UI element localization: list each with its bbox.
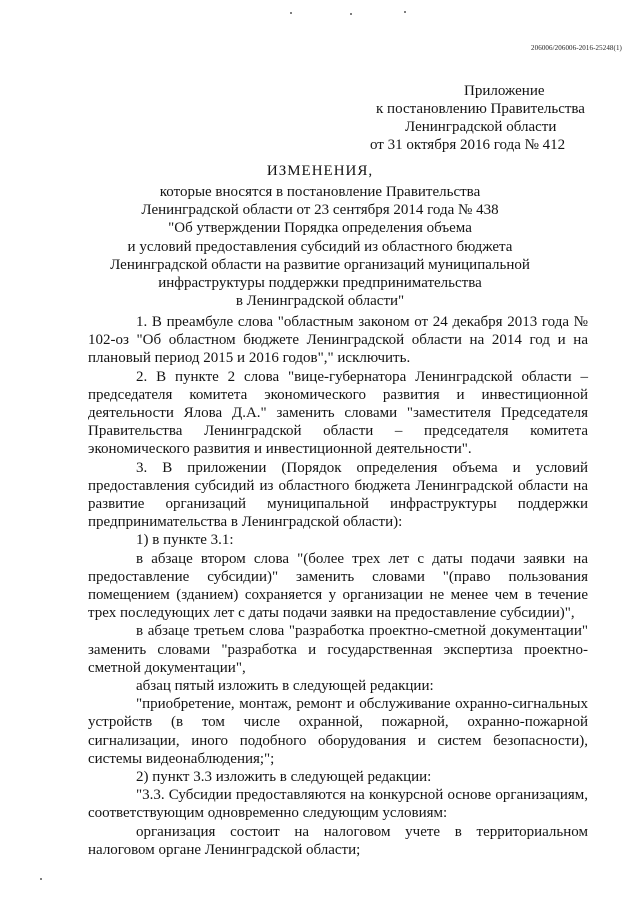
scan-speck bbox=[404, 11, 406, 13]
appendix-region: Ленинградской области bbox=[405, 119, 557, 135]
scan-speck bbox=[290, 12, 292, 14]
scan-speck bbox=[40, 878, 42, 880]
subtitle-line: Ленинградской области на развитие организаций муниципальной bbox=[110, 256, 530, 273]
condition-paragraph: организация состоит на налоговом учете в территориальном налоговом органе Ленинградской области; bbox=[88, 823, 588, 858]
subtitle-line: инфраструктуры поддержки предпринимательства bbox=[158, 275, 482, 292]
document-registration-stamp: 206006/206006-2016-25248(1) bbox=[531, 44, 622, 52]
paragraph-item-3: 3. В приложении (Порядок определения объема и условий предоставления субсидий из областного бюджета Ленинградской области на развитие организаций муниципальной инфраструктуры поддержки предпринимательства в Ленинградской области): bbox=[88, 459, 588, 531]
subitem-3-1: 1) в пункте 3.1: bbox=[136, 532, 234, 549]
subtitle-line: в Ленинградской области" bbox=[235, 293, 405, 310]
subtitle-line: "Об утверждении Порядка определения объема bbox=[168, 220, 472, 237]
quoted-text: "приобретение, монтаж, ремонт и обслуживание охранно-сигнальных устройств (в том числе охранной, пожарной, охранно-пожарной сигнализации, иного подобного оборудования и систем безопасности), системы видеонаблюдения;"; bbox=[88, 696, 588, 767]
amendment-paragraph: абзац пятый изложить в следующей редакции: bbox=[136, 678, 434, 695]
document-subtitle bbox=[100, 183, 540, 310]
amendment-paragraph: в абзаце третьем слова "разработка проектно-сметной документации" заменить словами "разработка и государственная экспертиза проектно-сметной документации", bbox=[88, 623, 588, 676]
appendix-date: от 31 октября 2016 года № 412 bbox=[370, 137, 566, 153]
document-body bbox=[88, 313, 588, 859]
scan-speck bbox=[350, 13, 352, 15]
appendix-block bbox=[358, 82, 628, 154]
appendix-to-resolution: к постановлению Правительства bbox=[376, 101, 585, 117]
subtitle-line: Ленинградской области от 23 сентября 2014 года № 438 bbox=[141, 202, 499, 219]
subtitle-line: которые вносятся в постановление Правительства bbox=[159, 184, 481, 200]
document-title: ИЗМЕНЕНИЯ, bbox=[266, 163, 374, 179]
paragraph-item-1: 1. В преамбуле слова "областным законом от 24 декабря 2013 года № 102-оз "Об областном бюджете Ленинградской области на 2014 год и на плановый период 2015 и 2016 годов"," исключить. bbox=[88, 314, 588, 367]
subtitle-line: и условий предоставления субсидий из областного бюджета bbox=[127, 238, 513, 255]
subitem-3-3: 2) пункт 3.3 изложить в следующей редакции: bbox=[136, 769, 432, 786]
quoted-text: "3.3. Субсидии предоставляются на конкурсной основе организациям, соответствующим одновременно следующим условиям: bbox=[88, 787, 588, 822]
amendment-paragraph: в абзаце втором слова "(более трех лет с даты подачи заявки на предоставление субсидии)" заменить словами "(право пользования помещением (зданием) сохраняется у организации не менее чем в течение трех последующих лет с даты подачи заявки на предоставление субсидии)", bbox=[88, 550, 588, 622]
paragraph-item-2: 2. В пункте 2 слова "вице-губернатора Ленинградской области – председателя комитета экономического развития и инвестиционной деятельности Ялова Д.А." заменить словами "заместителя Председателя Правительства Ленинградской области – председателя комитета экономического развития и инвестиционной деятельности". bbox=[88, 368, 588, 458]
appendix-label: Приложение bbox=[464, 83, 545, 99]
